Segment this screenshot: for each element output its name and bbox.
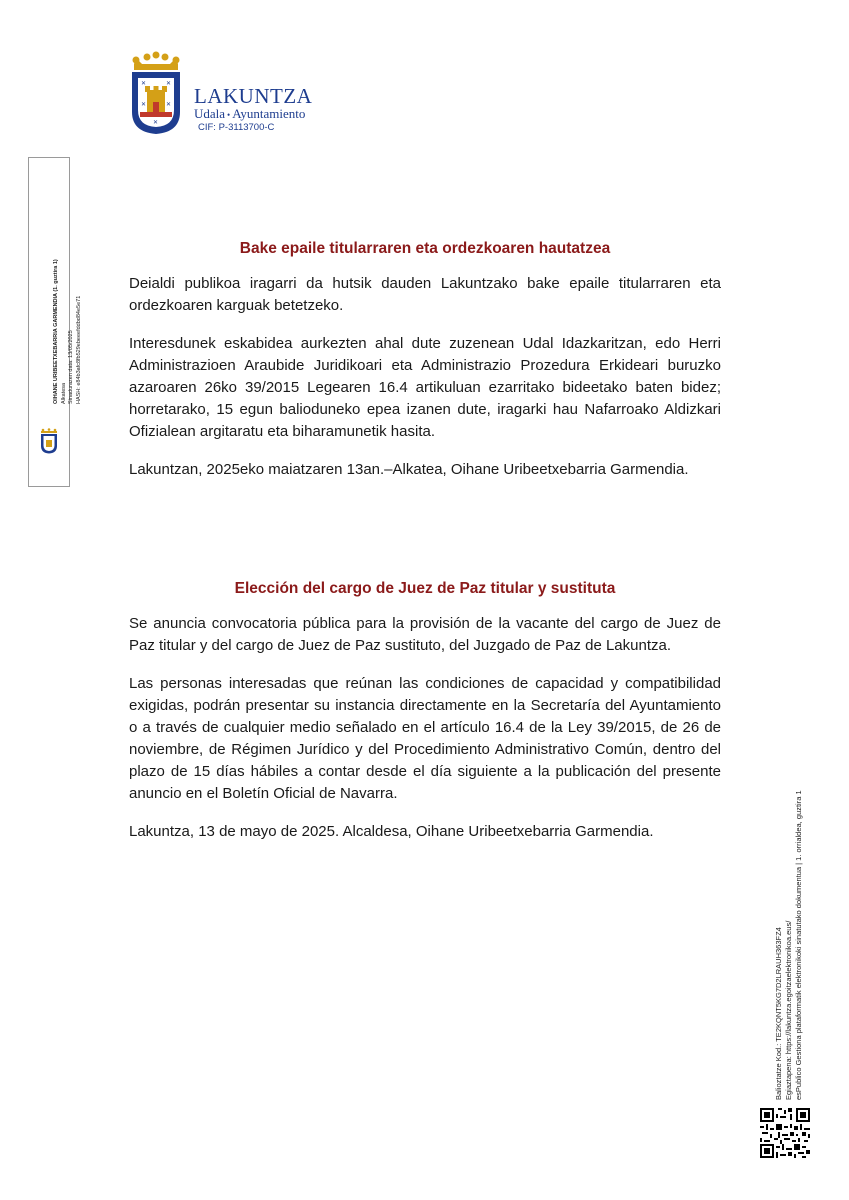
signer-role: Alkatesa (60, 382, 67, 404)
verification-code: Balioztatze Kod.: TE2KQNT5KG7D2LRAUH363FZ4 (774, 927, 783, 1100)
subtitle-spanish: Ayuntamiento (232, 106, 306, 121)
signature-text (53, 134, 83, 404)
svg-text:✕: ✕ (166, 101, 172, 108)
verification-platform: esPublico Gestiona plataformatik elektronikoki sinatutako dokumentua | 1. orrialdea, guztira 1 (794, 790, 803, 1100)
signature-box (28, 157, 82, 487)
svg-text:✕: ✕ (141, 101, 147, 108)
svg-text:✕: ✕ (141, 80, 147, 87)
signer-name: OIHANE URIBEETXEBARRIA GARMENDIA (1. guztira 1) (53, 259, 59, 404)
basque-closing: Lakuntzan, 2025eko maiatzaren 13an.–Alkatea, Oihane Uribeetxebarria Garmendia. (129, 461, 689, 478)
basque-body (129, 273, 721, 497)
basque-paragraph-2: Interesdunek eskabidea aurkezten ahal dute zuzenean Udal Idazkaritzan, edo Herri Administrazioen Araubide Juridikoari eta Administrazio Prozedura Erkideari buruzko azaroaren 26ko 39/2015 Legearen 16.4 artikuluan ezarritako bideetako baten bidez; horretarako, 15 egun balioduneko epea izanen dute, iragarki hau Nafarroako Aldizkari Ofizialean argitaratu eta biharamunetik hasita. (129, 335, 721, 440)
basque-paragraph-1: Deialdi publikoa iragarri da hutsik dauden Lakuntzako bake epaile titularraren eta ordezkoaren karguak betetzeko. (129, 275, 721, 314)
verification-footer (774, 740, 834, 1100)
svg-text:✕: ✕ (166, 80, 172, 87)
subtitle-separator: • (227, 110, 231, 121)
spanish-body (129, 613, 721, 859)
spanish-title: Elección del cargo de Juez de Paz titular y sustituta (234, 580, 616, 597)
signature-hash: HASH: e84b3afc8fb529ebeeefddbd84e5e71 (75, 295, 82, 404)
basque-title: Bake epaile titularraren eta ordezkoaren hautatzea (239, 240, 611, 257)
signature-date: Sinadurazen data: 13/05/2025 (68, 330, 74, 404)
municipality-header (128, 50, 388, 140)
municipality-cif: CIF: P-3113700-C (198, 122, 275, 133)
spanish-paragraph-1: Se anuncia convocatoria pública para la provisión de la vacante del cargo de Juez de Paz titular y del cargo de Juez de Paz sustituto, del Juzgado de Paz de Lakuntza. (129, 615, 721, 654)
qr-code-icon (760, 1108, 810, 1158)
verification-url[interactable]: Egiaztapena: https://lakuntza.egoitzaelektronikoa.eus/ (784, 920, 793, 1100)
small-coat-of-arms-icon (39, 428, 59, 454)
spanish-paragraph-2: Las personas interesadas que reúnan las condiciones de capacidad y compatibilidad exigidas, podrán presentar su instancia directamente en la Secretaría del Ayuntamiento o a través de cualquier medio señalado en el artículo 16.4 de la Ley 39/2015, de 26 de noviembre, de Régimen Jurídico y del Procedimiento Administrativo Común, dentro del plazo de 15 días hábiles a contar desde el día siguiente a la publicación del presente anuncio en el Boletín Oficial de Navarra. (129, 675, 721, 802)
municipality-subtitle (194, 106, 305, 122)
spanish-closing: Lakuntza, 13 de mayo de 2025. Alcaldesa, Oihane Uribeetxebarria Garmendia. (129, 823, 654, 840)
basque-announcement (129, 240, 721, 258)
lakuntza-coat-of-arms-icon (128, 50, 184, 136)
municipality-name: LAKUNTZA (194, 84, 313, 108)
svg-text:✕: ✕ (153, 119, 159, 126)
subtitle-basque: Udala (194, 106, 226, 121)
spanish-announcement (129, 580, 721, 598)
